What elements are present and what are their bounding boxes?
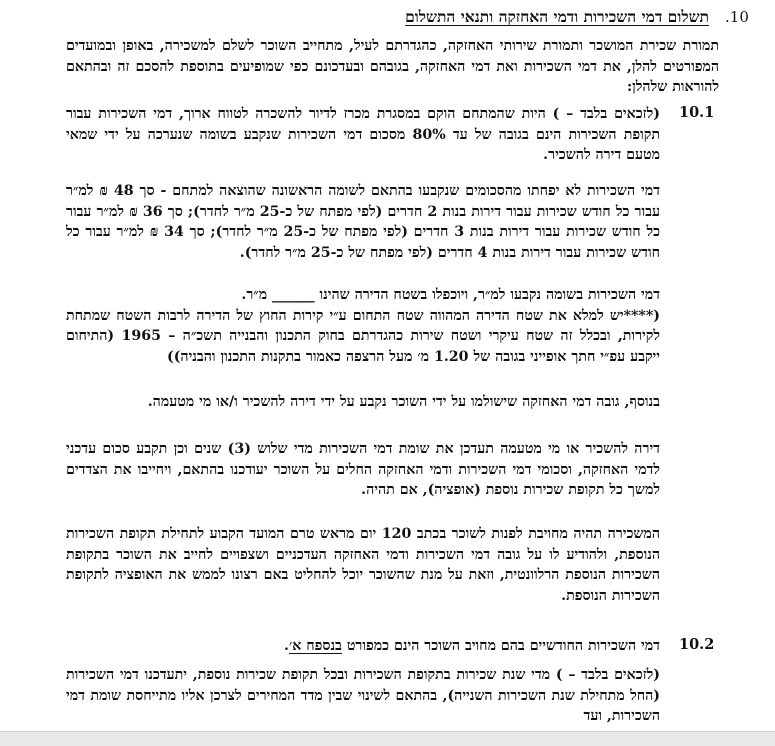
section-title: תשלום דמי השכירות ודמי האחזקה ותנאי התשלום (405, 7, 709, 26)
clause-number-10-2: 10.2 (679, 636, 715, 653)
horizontal-scrollbar[interactable] (0, 731, 775, 746)
appendix-a-reference: בנספח א׳ (288, 638, 342, 654)
clause-10-1-paragraph-3 (66, 285, 660, 367)
section-number: 10. (725, 8, 749, 26)
clause-10-2-paragraph-1 (66, 636, 660, 657)
clause-10-2-text: דמי השכירות החודשיים בהם מחויב השוכר הינם כמפורט (341, 638, 660, 654)
clause-10-2-period: . (283, 638, 289, 654)
clause-number-10-1: 10.1 (679, 104, 715, 121)
clause-10-1-paragraph-4: בנוסף, גובה דמי האחזקה שישולמו על ידי השוכר נקבע על ידי דירה להשכיר ו/או מי מטעמה. (147, 394, 660, 410)
clause-10-1-paragraph-2: דמי השכירות לא יפחתו מהסכומים שנקבעו בהתאם לשומה הראשונה שהוצאה למתחם - סך 48 ₪ למ״ר עבור כל חודש שכירות עבור דירות בנות 2 חדרים (לפי מפתח של כ-25 מ״ר לחדר); סך 36 ₪ למ״ר עבור כל חודש שכירות עבור דירות בנות 3 חדרים (לפי מפתח של כ-25 מ״ר לחדר); סך 34 ₪ למ״ר עבור כל חודש שכירות עבור דירות בנות 4 חדרים (לפי מפתח של כ-25 מ״ר לחדר). (66, 183, 661, 261)
section-heading (40, 6, 765, 30)
clause-10-1-paragraph-1: (לזכאים בלבד – ) היות שהמתחם הוקם במסגרת מכרז לדיור להשכרה לטווח ארוך, דמי השכירות עבור תקופת השכירות הינם בגובה של עד 80% מסכום דמי השכירות שנקבע בשומה שנערכה על ידי שמאי מטעם דירה להשכיר. (66, 106, 660, 163)
clause-10-2-paragraph-2: (לזכאים בלבד – ) מדי שנת שכירות בתקופת השכירות ובכל תקופת שכירות נוספת, יתעדכנו דמי השכירות (החל מתחילת שנת השכירות השנייה), בהתאם לשינוי שבין מדד המחירים לצרכן אליו מתייחסת שומת דמי השכירות, ועד (66, 667, 660, 724)
apartment-area-line: דמי השכירות בשומה נקבעו למ״ר, ויוכפלו בשטח הדירה שהינו ______ מ״ר. (241, 287, 660, 303)
intro-paragraph: תמורת שכירת המושכר ותמורת שירותי האחזקה, כהגדרתם לעיל, מתחייב השוכר לשלם למשכירה, באופן ובמועדים המפורטים להלן, את דמי השכירות ואת דמי האחזקה, בגובהם ובעדכונם כפי שמופיעים בתוספת להסכם זה ובהתאם להוראות שלהלן: (66, 38, 719, 95)
area-instructions-note: (****יש למלא את שטח הדירה המהווה שטח התחום ע״י קירות החוץ של הדירה לרבות השטח שמתחת לקירות, ובכלל זה שטח עיקרי ושטח שירות כהגדרתם בחוק התכנון והבנייה תשכ״ה – 1965 (התיחום ייקבע עפ״י חתך אופייני בגובה של 1.20 מ׳ מעל הרצפה כאמור בתקנות התכנון והבניה)) (66, 307, 660, 365)
clause-10-1-paragraph-5: דירה להשכיר או מי מטעמה תעדכן את שומת דמי השכירות מדי שלוש (3) שנים וכן תקבע סכום עדכני לדמי האחזקה, וסכומי דמי השכירות ודמי האחזקה החלים על השוכר יעודכנו בהתאם, ויחייבו את הצדדים למשך כל תקופת שכירות נוספת (אופציה), אם תהיה. (66, 441, 660, 498)
clause-10-1-paragraph-6: המשכירה תהיה מחויבת לפנות לשוכר בכתב 120 יום מראש טרם המועד הקבוע לתחילת תקופת השכירות הנוספת, ולהודיע לו על גובה דמי השכירות ודמי האחזקה העדכניים ושצפויים לחייב את השוכר בתקופת השכירות הנוספת הרלוונטית, וזאת על מנת שהשוכר יוכל להחליט באם רצונו לממש את האופציה לתקופת השכירות הנוספת. (66, 526, 661, 604)
